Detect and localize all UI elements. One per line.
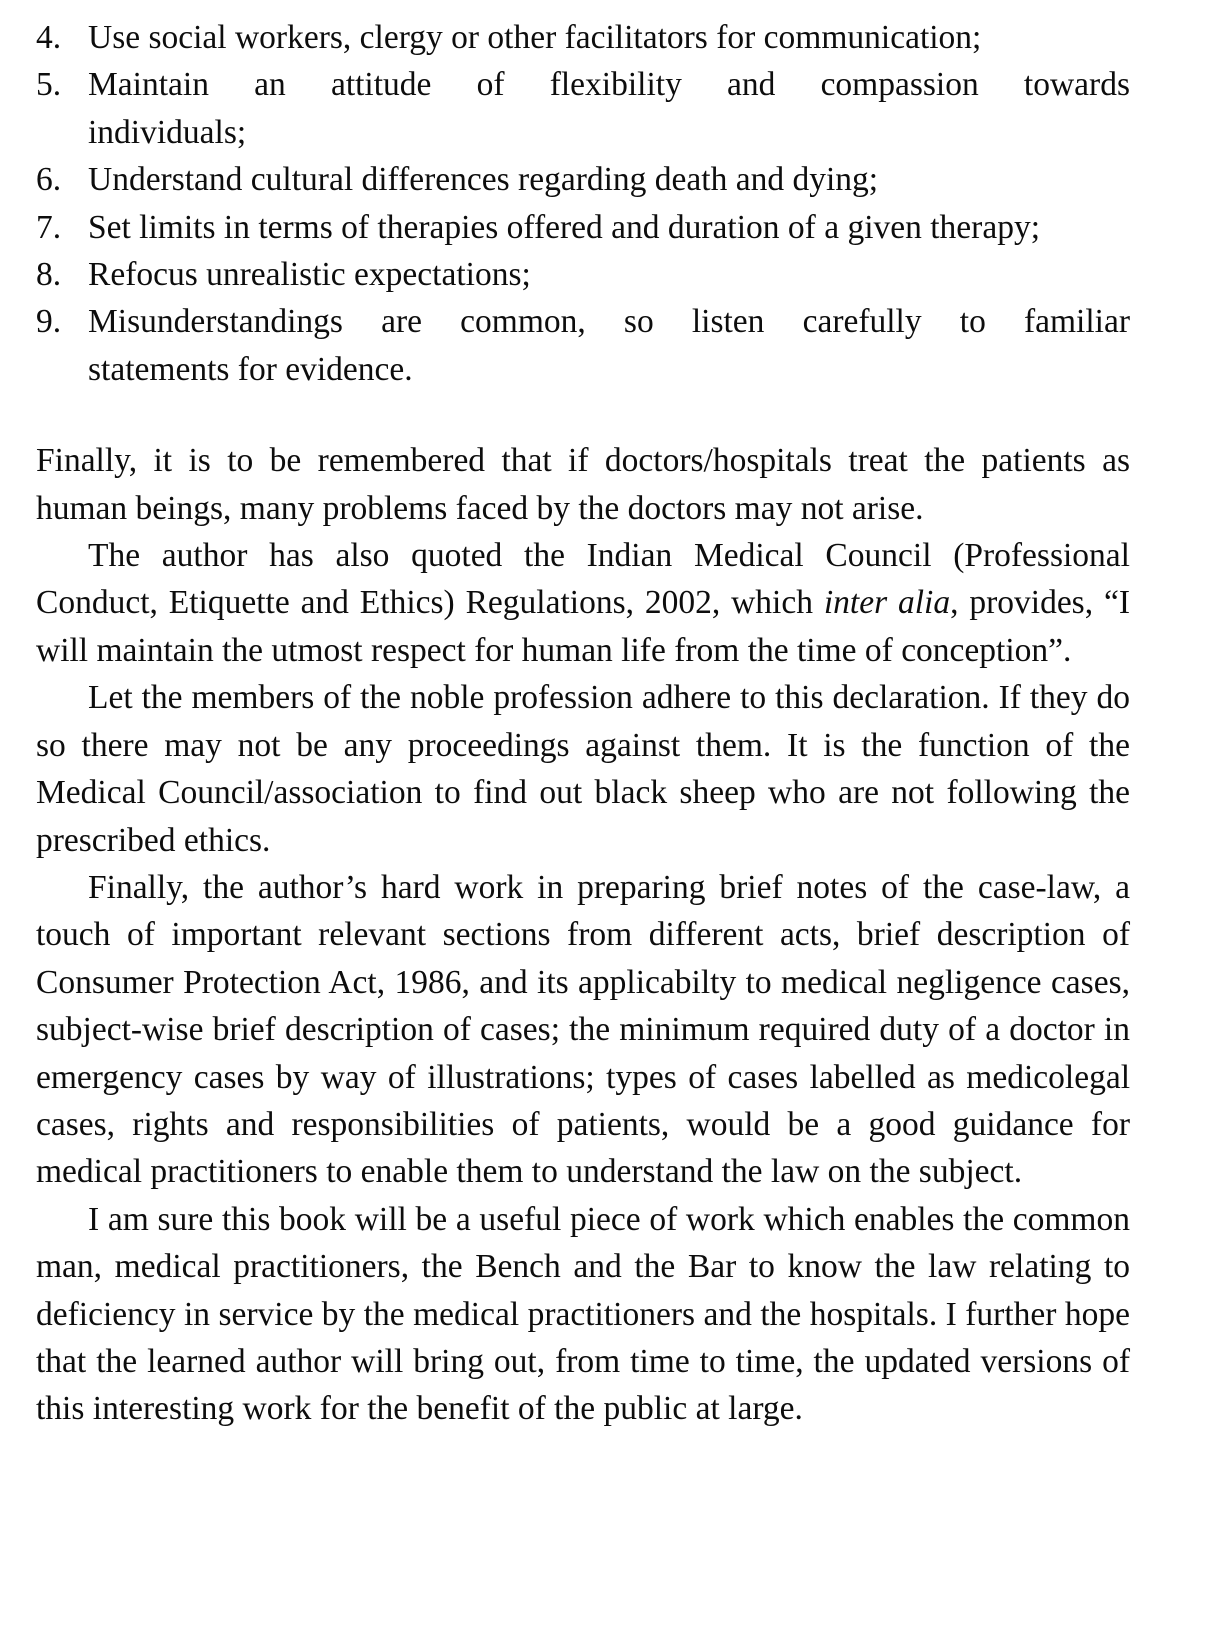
- paragraph: I am sure this book will be a useful piece of work which enables the common man, medical practitioners, the Bench and the Bar to know the law relating to deficiency in service by the medical practitioners and the hospitals. I further hope that the learned author will bring out, from time to time, the updated versions of this interesting work for the benefit of the public at large.: [36, 1200, 1130, 1428]
- list-item-text: Use social workers, clergy or other facilitators for communication;: [88, 19, 982, 56]
- list-item-number: 9.: [36, 303, 62, 341]
- list-item: [36, 14, 1130, 61]
- list-item-text: Refocus unrealistic expectations;: [88, 256, 531, 294]
- paragraph-segment: The author has also quoted the Indian Medical Council (Professional Conduct, Etiquette and Ethics) Regulations, 2002, which: [36, 537, 1130, 622]
- list-item-number: 5.: [36, 66, 62, 104]
- list-item-line: Maintain an attitude of flexibility and compassion towards: [88, 66, 1130, 104]
- list-item-number: 6.: [36, 161, 62, 199]
- list-item: [36, 251, 1130, 298]
- list-item-line: individuals;: [88, 113, 247, 151]
- list-item-number: 4.: [36, 19, 62, 56]
- paragraph: Finally, the author’s hard work in preparing brief notes of the case-law, a touch of important relevant sections from different acts, brief description of Consumer Protection Act, 1986, and its applicabilty to medical negligence cases, subject-wise brief description of cases; the minimum required duty of a doctor in emergency cases by way of illustrations; types of cases labelled as medicolegal cases, rights and responsibilities of patients, would be a good guidance for medical practitioners to enable them to understand the law on the subject.: [36, 868, 1130, 1191]
- list-item-text: Set limits in terms of therapies offered and duration of a given therapy;: [88, 208, 1041, 246]
- list-item: [36, 156, 1130, 203]
- paragraph: [36, 532, 1130, 674]
- list-item-text: [88, 61, 1130, 156]
- list-item-line: statements for evidence.: [88, 350, 413, 388]
- list-item: [36, 204, 1130, 251]
- numbered-list: [36, 14, 1130, 393]
- paragraph-segment: , provides, “I will maintain the utmost respect for human life from the time of conception”.: [36, 584, 1130, 669]
- body-text-block: [36, 437, 1130, 1433]
- list-item: [36, 61, 1130, 156]
- latin-phrase-italic: inter alia: [823, 584, 951, 622]
- list-item: [36, 298, 1130, 393]
- list-item-number: 7.: [36, 208, 62, 246]
- paragraph: Let the members of the noble profession adhere to this declaration. If they do so there may not be any proceedings against them. It is the function of the Medical Council/association to find out black sheep who are not following the prescribed ethics.: [36, 679, 1130, 859]
- paragraph: Finally, it is to be remembered that if doctors/hospitals treat the patients as human beings, many problems faced by the doctors may not arise.: [36, 442, 1130, 527]
- list-item-number: 8.: [36, 256, 62, 294]
- list-item-line: Misunderstandings are common, so listen carefully to familiar: [88, 303, 1130, 341]
- list-item-text: Understand cultural differences regarding death and dying;: [88, 161, 879, 199]
- list-item-text: [88, 298, 1130, 393]
